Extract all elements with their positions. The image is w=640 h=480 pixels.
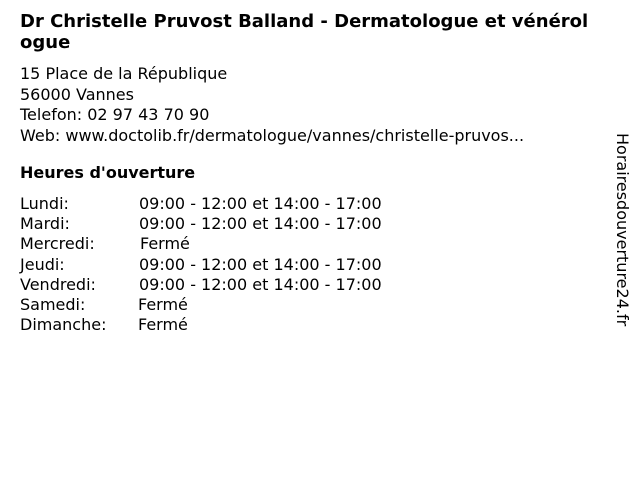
website-link[interactable]: Web: www.doctolib.fr/dermatologue/vannes/christelle-pruvos...: [20, 125, 525, 145]
day-hours: Fermé: [140, 234, 190, 254]
day-label: Dimanche:: [20, 315, 107, 335]
day-label: Lundi:: [20, 194, 69, 213]
day-hours: 09:00 - 12:00 et 14:00 - 17:00: [139, 274, 382, 294]
day-label: Mercredi:: [20, 234, 95, 254]
business-details: [20, 64, 524, 146]
day-hours: 09:00 - 12:00 et 14:00 - 17:00: [139, 254, 382, 274]
day-label: Mardi:: [20, 214, 70, 234]
phone-number: Telefon: 02 97 43 70 90: [20, 105, 210, 124]
address-city: 56000 Vannes: [20, 84, 134, 104]
opening-hours-heading: Heures d'ouverture: [20, 163, 196, 182]
day-label: Samedi:: [20, 294, 86, 314]
day-label: Vendredi:: [20, 274, 96, 294]
address-street: 15 Place de la République: [20, 64, 228, 83]
day-hours: Fermé: [138, 294, 188, 314]
business-name: Dr Christelle Pruvost Balland - Dermatologue et vénérologue: [20, 11, 589, 53]
day-hours: 09:00 - 12:00 et 14:00 - 17:00: [139, 194, 382, 213]
watermark-text: Horairesdouverture24.fr: [613, 133, 632, 327]
day-hours: Fermé: [138, 315, 188, 335]
day-hours: 09:00 - 12:00 et 14:00 - 17:00: [139, 214, 382, 234]
day-label: Jeudi:: [20, 254, 65, 274]
